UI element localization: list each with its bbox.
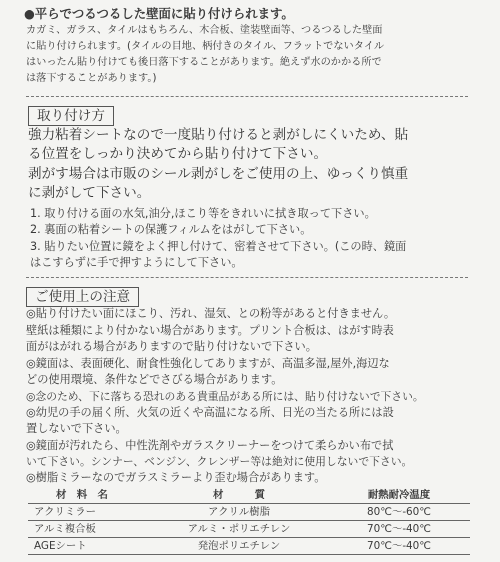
caution-line: 置しないで下さい。 bbox=[26, 422, 127, 435]
table-cell: 80℃～-60℃ bbox=[367, 506, 431, 518]
caution-line: いて下さい。シンナー、ベンジン、クレンザー等は絶対に使用しないで下さい。 bbox=[26, 455, 413, 468]
install-section-title: 取り付け方 bbox=[28, 106, 114, 126]
table-cell: アルミ複合板 bbox=[34, 523, 96, 535]
table-row bbox=[28, 503, 470, 520]
material-table bbox=[28, 486, 470, 554]
install-step: 3. 貼りたい位置に鏡をよく押し付けて、密着させて下さい。(この時、鏡面 bbox=[30, 240, 407, 253]
table-header-cell: 材 質 bbox=[213, 489, 265, 501]
table-cell: AGEシート bbox=[34, 540, 87, 552]
install-line: 剥がす場合は市販のシール剥がしをご使用の上、ゆっくり慎重 bbox=[28, 166, 409, 182]
table-cell: 発泡ポリエチレン bbox=[197, 540, 281, 552]
table-cell: 70℃～-40℃ bbox=[367, 523, 431, 535]
caution-line: ◎鏡面が汚れたら、中性洗剤やガラスクリーナーをつけて柔らかい布で拭 bbox=[26, 439, 394, 452]
install-line: る位置をしっかり決めてから貼り付けて下さい。 bbox=[28, 146, 328, 162]
table-cell: アクリル樹脂 bbox=[207, 506, 271, 518]
caution-line: ◎鏡面は、表面硬化、耐食性強化してありますが、高温多湿,屋外,海辺な bbox=[26, 357, 390, 370]
table-header-cell: 材 料 名 bbox=[56, 489, 108, 501]
caution-line: 壁紙は種類により付かない場合があります。プリント合板は、はがす時表 bbox=[26, 324, 394, 337]
intro-line: に貼り付けられます。(タイルの目地、柄付きのタイル、フラットでないタイル bbox=[26, 41, 385, 52]
caution-line: 面がはがれる場合がありますので貼り付けないで下さい。 bbox=[26, 340, 317, 353]
table-header-cell: 耐熱耐冷温度 bbox=[367, 489, 431, 501]
table-rule bbox=[28, 554, 470, 555]
caution-line: どの使用環境、条件などでさびる場合があります。 bbox=[26, 373, 283, 386]
table-row bbox=[28, 520, 470, 537]
section-divider bbox=[26, 277, 468, 278]
table-header-row bbox=[28, 486, 470, 503]
install-line: 強力粘着シートなので一度貼り付けると剥がしにくいため、貼 bbox=[28, 127, 409, 143]
intro-line: カガミ、ガラス、タイルはもちろん、木合板、塗装壁面等、つるつるした壁面 bbox=[26, 25, 383, 36]
install-line: に剥がして下さい。 bbox=[28, 185, 151, 201]
install-step: はこすらずに手で押すようにして下さい。 bbox=[30, 256, 243, 269]
intro-line: は落下することがあります。) bbox=[26, 73, 157, 84]
caution-section-title: ご使用上の注意 bbox=[26, 287, 139, 307]
install-step: 2. 裏面の粘着シートの保護フィルムをはがして下さい。 bbox=[30, 223, 312, 236]
caution-line: ◎樹脂ミラーなのでガラスミラーより歪む場合があります。 bbox=[26, 471, 326, 484]
table-cell: アルミ・ポリエチレン bbox=[187, 523, 291, 535]
caution-line: ◎幼児の手の届く所、火気の近くや高温になる所、日光の当たる所には設 bbox=[26, 406, 394, 419]
section-divider bbox=[26, 96, 468, 97]
table-cell: 70℃～-40℃ bbox=[367, 540, 431, 552]
table-cell: アクリミラー bbox=[34, 506, 97, 518]
install-step: 1. 取り付ける面の水気,油分,ほこり等をきれいに拭き取って下さい。 bbox=[30, 207, 376, 220]
caution-line: ◎念のため、下に落ちる恐れのある貴重品がある所には、貼り付けないで下さい。 bbox=[26, 390, 424, 403]
intro-heading: ●平らでつるつるした壁面に貼り付けられます。 bbox=[24, 6, 294, 21]
table-row bbox=[28, 537, 470, 554]
caution-line: ◎貼り付けたい面にほこり、汚れ、湿気、との粉等があると付きません。 bbox=[26, 307, 396, 320]
intro-line: はいったん貼り付けても後日落下することがあります。絶えず水のかかる所で bbox=[26, 57, 382, 68]
